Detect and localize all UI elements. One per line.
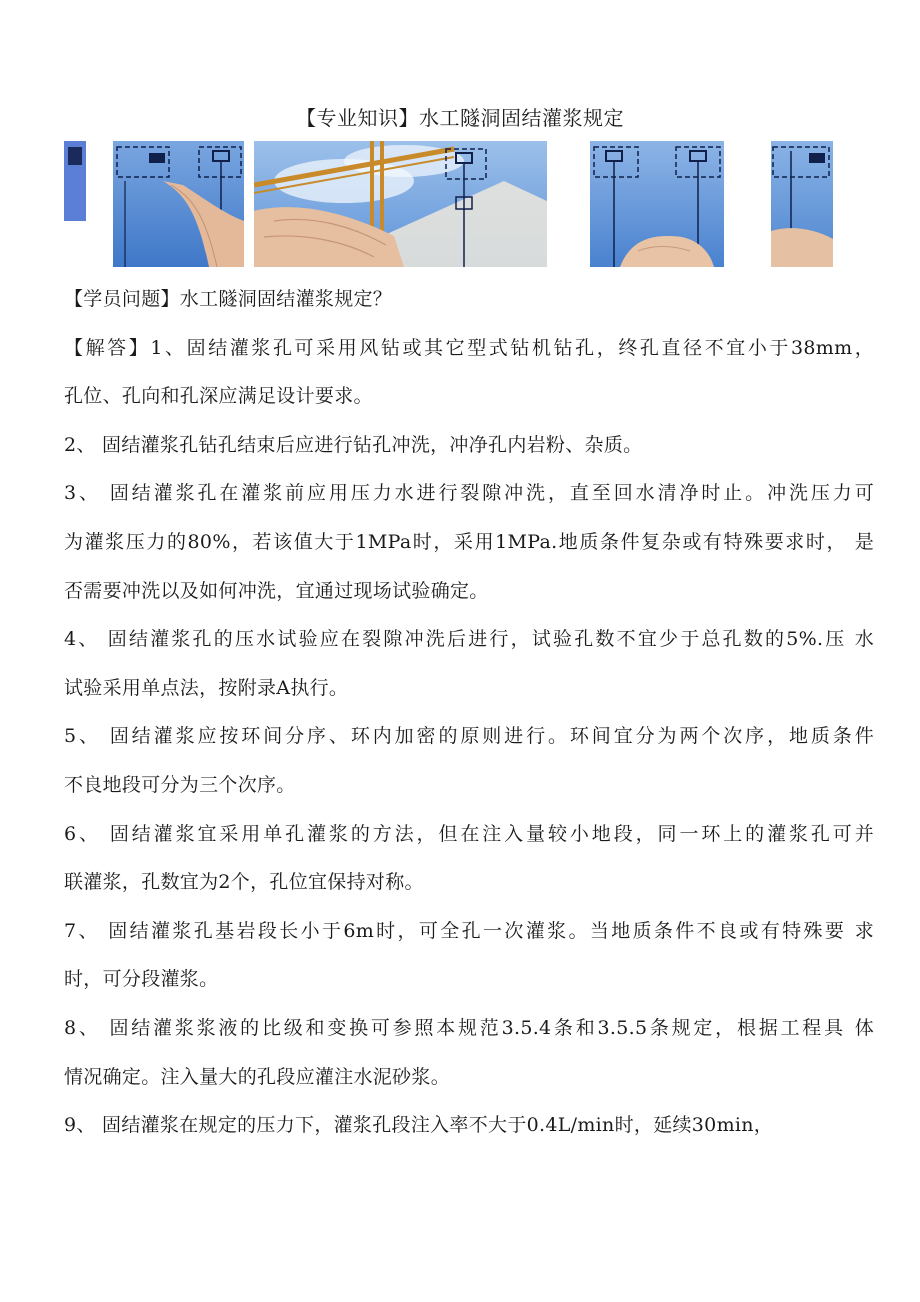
article-body xyxy=(64,284,874,1159)
banner-image-schematic-left xyxy=(113,141,244,267)
answer-line: 【解答】1、固结灌浆孔可采用风钻或其它型式钻机钻孔，终孔直径不宜小于38mm， xyxy=(64,336,874,359)
text-line: 9、 固结灌浆在规定的压力下，灌浆孔段注入率不大于0.4L/min时，延续30min， xyxy=(64,1114,774,1137)
banner-image-schematic-edge xyxy=(771,141,833,267)
banner-image-crane-ruler xyxy=(254,141,547,267)
text-line: 不良地段可分为三个次序。 xyxy=(64,773,296,796)
text-line: 4、 固结灌浆孔的压水试验应在裂隙冲洗后进行，试验孔数不宜少于总孔数的5%.压 水 xyxy=(64,628,874,651)
header-banner xyxy=(0,141,920,267)
text-line: 8、 固结灌浆浆液的比级和变换可参照本规范3.5.4条和3.5.5条规定，根据工程具 体 xyxy=(64,1016,874,1039)
text-line: 6、 固结灌浆宜采用单孔灌浆的方法，但在注入量较小地段，同一环上的灌浆孔可并 xyxy=(64,822,874,845)
text-line: 7、 固结灌浆孔基岩段长小于6m时，可全孔一次灌浆。当地质条件不良或有特殊要 求 xyxy=(64,919,874,942)
question-line: 【学员问题】水工隧洞固结灌浆规定？ xyxy=(64,288,393,310)
text-line: 情况确定。注入量大的孔段应灌注水泥砂浆。 xyxy=(64,1065,451,1088)
text-line: 3、 固结灌浆孔在灌浆前应用压力水进行裂隙冲洗，直至回水清净时止。冲洗压力可 xyxy=(64,482,874,505)
text-line: 联灌浆，孔数宜为2个，孔位宜保持对称。 xyxy=(64,871,424,894)
text-line: 否需要冲洗以及如何冲洗，宜通过现场试验确定。 xyxy=(64,579,489,602)
banner-image-schematic-right xyxy=(590,141,724,267)
text-line: 2、 固结灌浆孔钻孔结束后应进行钻孔冲洗，冲净孔内岩粉、杂质。 xyxy=(64,433,643,456)
text-line: 孔位、孔向和孔深应满足设计要求。 xyxy=(64,385,373,408)
page-title: 【专业知识】水工隧洞固结灌浆规定 xyxy=(296,106,624,130)
text-line: 为灌浆压力的80%，若该值大于1MPa时，采用1MPa.地质条件复杂或有特殊要求时， 是 xyxy=(64,530,874,553)
text-line: 时，可分段灌浆。 xyxy=(64,968,219,991)
text-line: 试验采用单点法，按附录A执行。 xyxy=(64,676,349,699)
text-line: 5、 固结灌浆应按环间分序、环内加密的原则进行。环间宜分为两个次序，地质条件 xyxy=(64,725,874,748)
banner-image-blue-strip xyxy=(64,141,86,267)
